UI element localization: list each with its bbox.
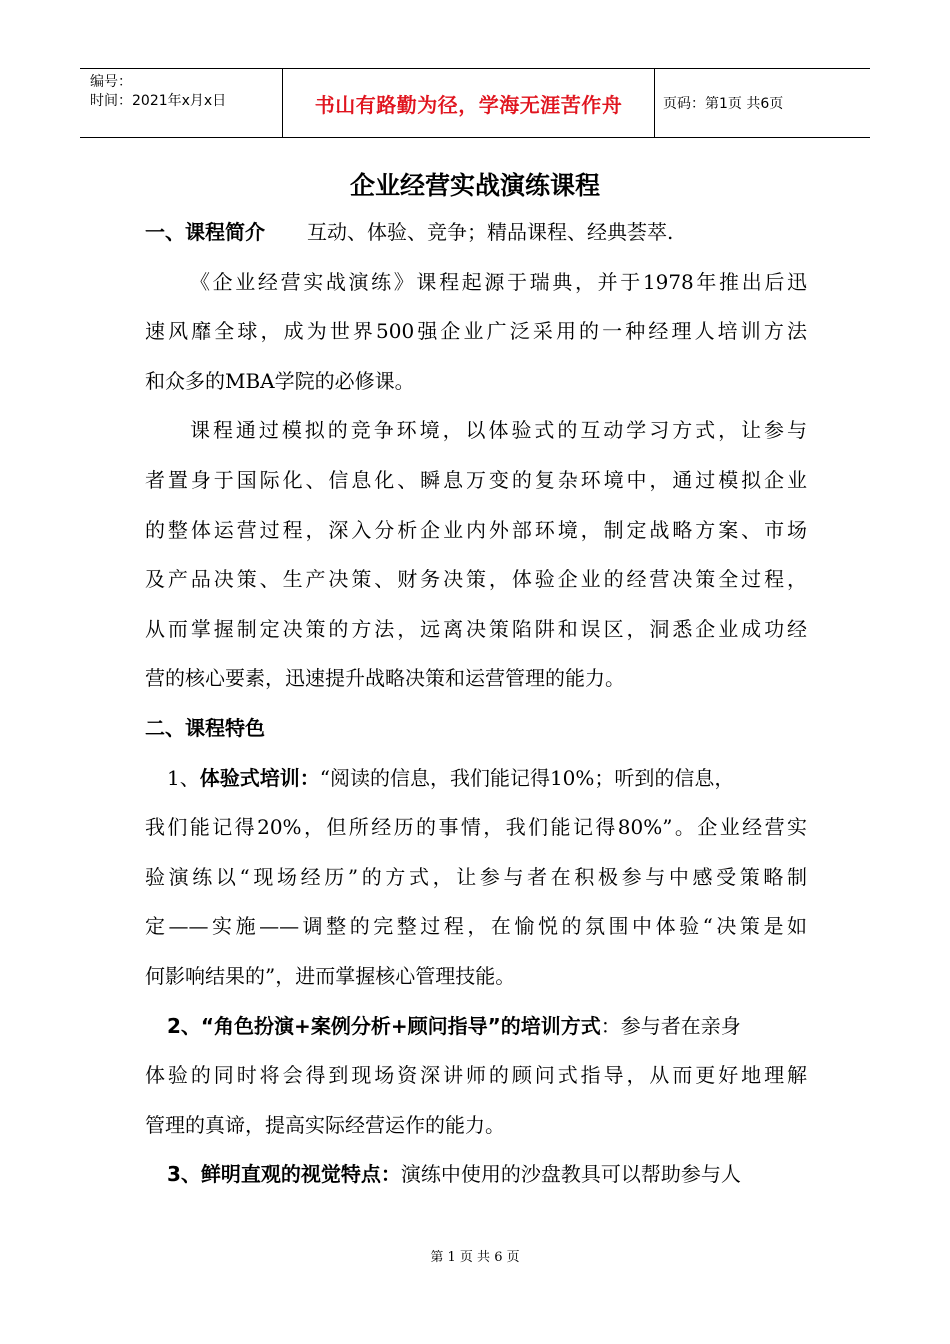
para1-line: 速风靡全球，成为世界500强企业广泛采用的一种经理人培训方法: [145, 319, 807, 344]
item1-number: 1、: [167, 765, 200, 790]
item2-text: ：参与者在亲身: [600, 1013, 741, 1038]
item2-line: 管理的真谛，提高实际经营运作的能力。: [145, 1112, 505, 1137]
item1-first-line: [145, 754, 807, 804]
para2-line: 课程通过模拟的竞争环境，以体验式的互动学习方式，让参与: [190, 418, 807, 443]
page-footer: 第 1 页 共 6 页: [430, 1250, 520, 1265]
para2-line: 营的核心要素，迅速提升战略决策和运营管理的能力。: [145, 666, 625, 691]
item1-line: 验演练以“现场经历”的方式，让参与者在积极参与中感受策略制: [145, 864, 807, 889]
para2-line: 从而掌握制定决策的方法，远离决策陷阱和误区，洞悉企业成功经: [145, 616, 807, 641]
document-date: 时间：2021年x月x日: [90, 93, 227, 109]
item1-text: “阅读的信息，我们能记得10%；听到的信息，: [319, 765, 735, 790]
para2-line: 及产品决策、生产决策、财务决策，体验企业的经营决策全过程，: [145, 567, 807, 592]
item1-line: 何影响结果的”，进而掌握核心管理技能。: [145, 963, 516, 988]
document-number: 编号：: [90, 74, 132, 90]
header-table: [80, 68, 870, 138]
header-page-info: 页码：第1页 共6页: [663, 96, 784, 112]
document-body: [145, 208, 807, 1200]
item1-line: 我们能记得20%，但所经历的事情，我们能记得80%”。企业经营实: [145, 815, 807, 840]
item3-first-line: [145, 1150, 807, 1200]
item2-title: 2、“角色扮演+案例分析+顾问指导”的培训方式: [167, 1013, 601, 1038]
item1-title: 体验式培训：: [199, 765, 320, 790]
para1-line: 《企业经营实战演练》课程起源于瑞典，并于1978年推出后迅: [190, 269, 807, 294]
para2-line: 的整体运营过程，深入分析企业内外部环境，制定战略方案、市场: [145, 517, 807, 542]
item1-line: 定——实施——调整的完整过程，在愉悦的氛围中体验“决策是如: [145, 914, 807, 939]
header-motto: 书山有路勤为径，学海无涯苦作舟: [314, 92, 623, 117]
section1-heading: 一、课程简介: [145, 220, 265, 244]
header-meta: [80, 69, 282, 137]
item3-text: 演练中使用的沙盘教具可以帮助参与人: [400, 1162, 741, 1187]
item2-first-line: [145, 1002, 807, 1052]
header-motto-cell: [282, 69, 655, 137]
section1-tagline: 互动、体验、竞争；精品课程、经典荟萃.: [307, 220, 674, 244]
item2-line: 体验的同时将会得到现场资深讲师的顾问式指导，从而更好地理解: [145, 1063, 807, 1088]
document-title: 企业经营实战演练课程: [349, 171, 600, 200]
item3-title: 3、鲜明直观的视觉特点：: [167, 1162, 401, 1187]
para2-line: 者置身于国际化、信息化、瞬息万变的复杂环境中，通过模拟企业: [145, 467, 807, 492]
section1-heading-line: [145, 208, 807, 258]
para1-line: 和众多的MBA学院的必修课。: [145, 368, 415, 393]
section2-heading: 二、课程特色: [145, 715, 265, 740]
